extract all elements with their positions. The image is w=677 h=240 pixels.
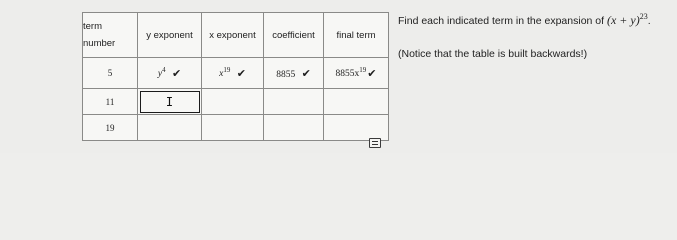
header-coefficient: coefficient [264, 13, 324, 58]
header-x-exponent: x exponent [202, 13, 264, 58]
x-exponent-answer[interactable] [202, 58, 264, 89]
y-exp: 4 [162, 66, 166, 75]
expr-base: (x + y) [606, 13, 640, 27]
x-base: x [219, 69, 224, 80]
binomial-expression [607, 13, 648, 27]
table-row-term-5 [83, 58, 389, 89]
final-term-input[interactable] [324, 115, 389, 141]
header-term-line2: number [83, 38, 116, 49]
coefficient-answer[interactable] [264, 58, 324, 89]
header-term-line1: term [83, 21, 102, 32]
correct-check-icon: ✔ [171, 66, 182, 80]
correct-check-icon: ✔ [301, 66, 311, 80]
x-exponent-input[interactable] [202, 115, 264, 141]
coefficient-value: 8855 [276, 69, 296, 80]
expansion-table [82, 12, 389, 141]
final-term-input[interactable] [324, 89, 389, 115]
correct-check-icon: ✔ [236, 66, 246, 80]
calculator-icon[interactable] [369, 138, 381, 148]
header-final-term: final term [324, 13, 389, 58]
term-number-cell: 5 [83, 58, 138, 89]
y-exponent-input[interactable] [138, 115, 202, 141]
prompt-text: Find each indicated term in the expansion of [398, 15, 607, 27]
term-number-cell: 11 [83, 89, 138, 115]
header-row [83, 13, 389, 58]
coefficient-input[interactable] [264, 89, 324, 115]
final-exp: 19 [359, 66, 367, 75]
coefficient-input[interactable] [264, 115, 324, 141]
expr-exp: 23 [639, 12, 648, 21]
header-y-exponent: y exponent [138, 13, 202, 58]
final-coef: 8855x [335, 69, 360, 80]
table-row-term-19 [83, 115, 389, 141]
question-prompt [398, 12, 651, 28]
header-term-number [83, 13, 138, 58]
y-exponent-answer[interactable] [138, 58, 202, 89]
x-exp: 19 [223, 66, 231, 75]
final-term-answer[interactable] [324, 58, 389, 89]
notice-text: (Notice that the table is built backwards!) [398, 48, 588, 60]
table-row-term-11 [83, 89, 389, 115]
x-exponent-input[interactable] [202, 89, 264, 115]
y-exponent-input-active[interactable] [138, 89, 202, 115]
prompt-end: . [647, 15, 651, 27]
text-cursor-icon: I [165, 94, 174, 109]
term-number-cell: 19 [83, 115, 138, 141]
y-base: y [157, 69, 163, 80]
correct-check-icon: ✔ [367, 66, 377, 80]
